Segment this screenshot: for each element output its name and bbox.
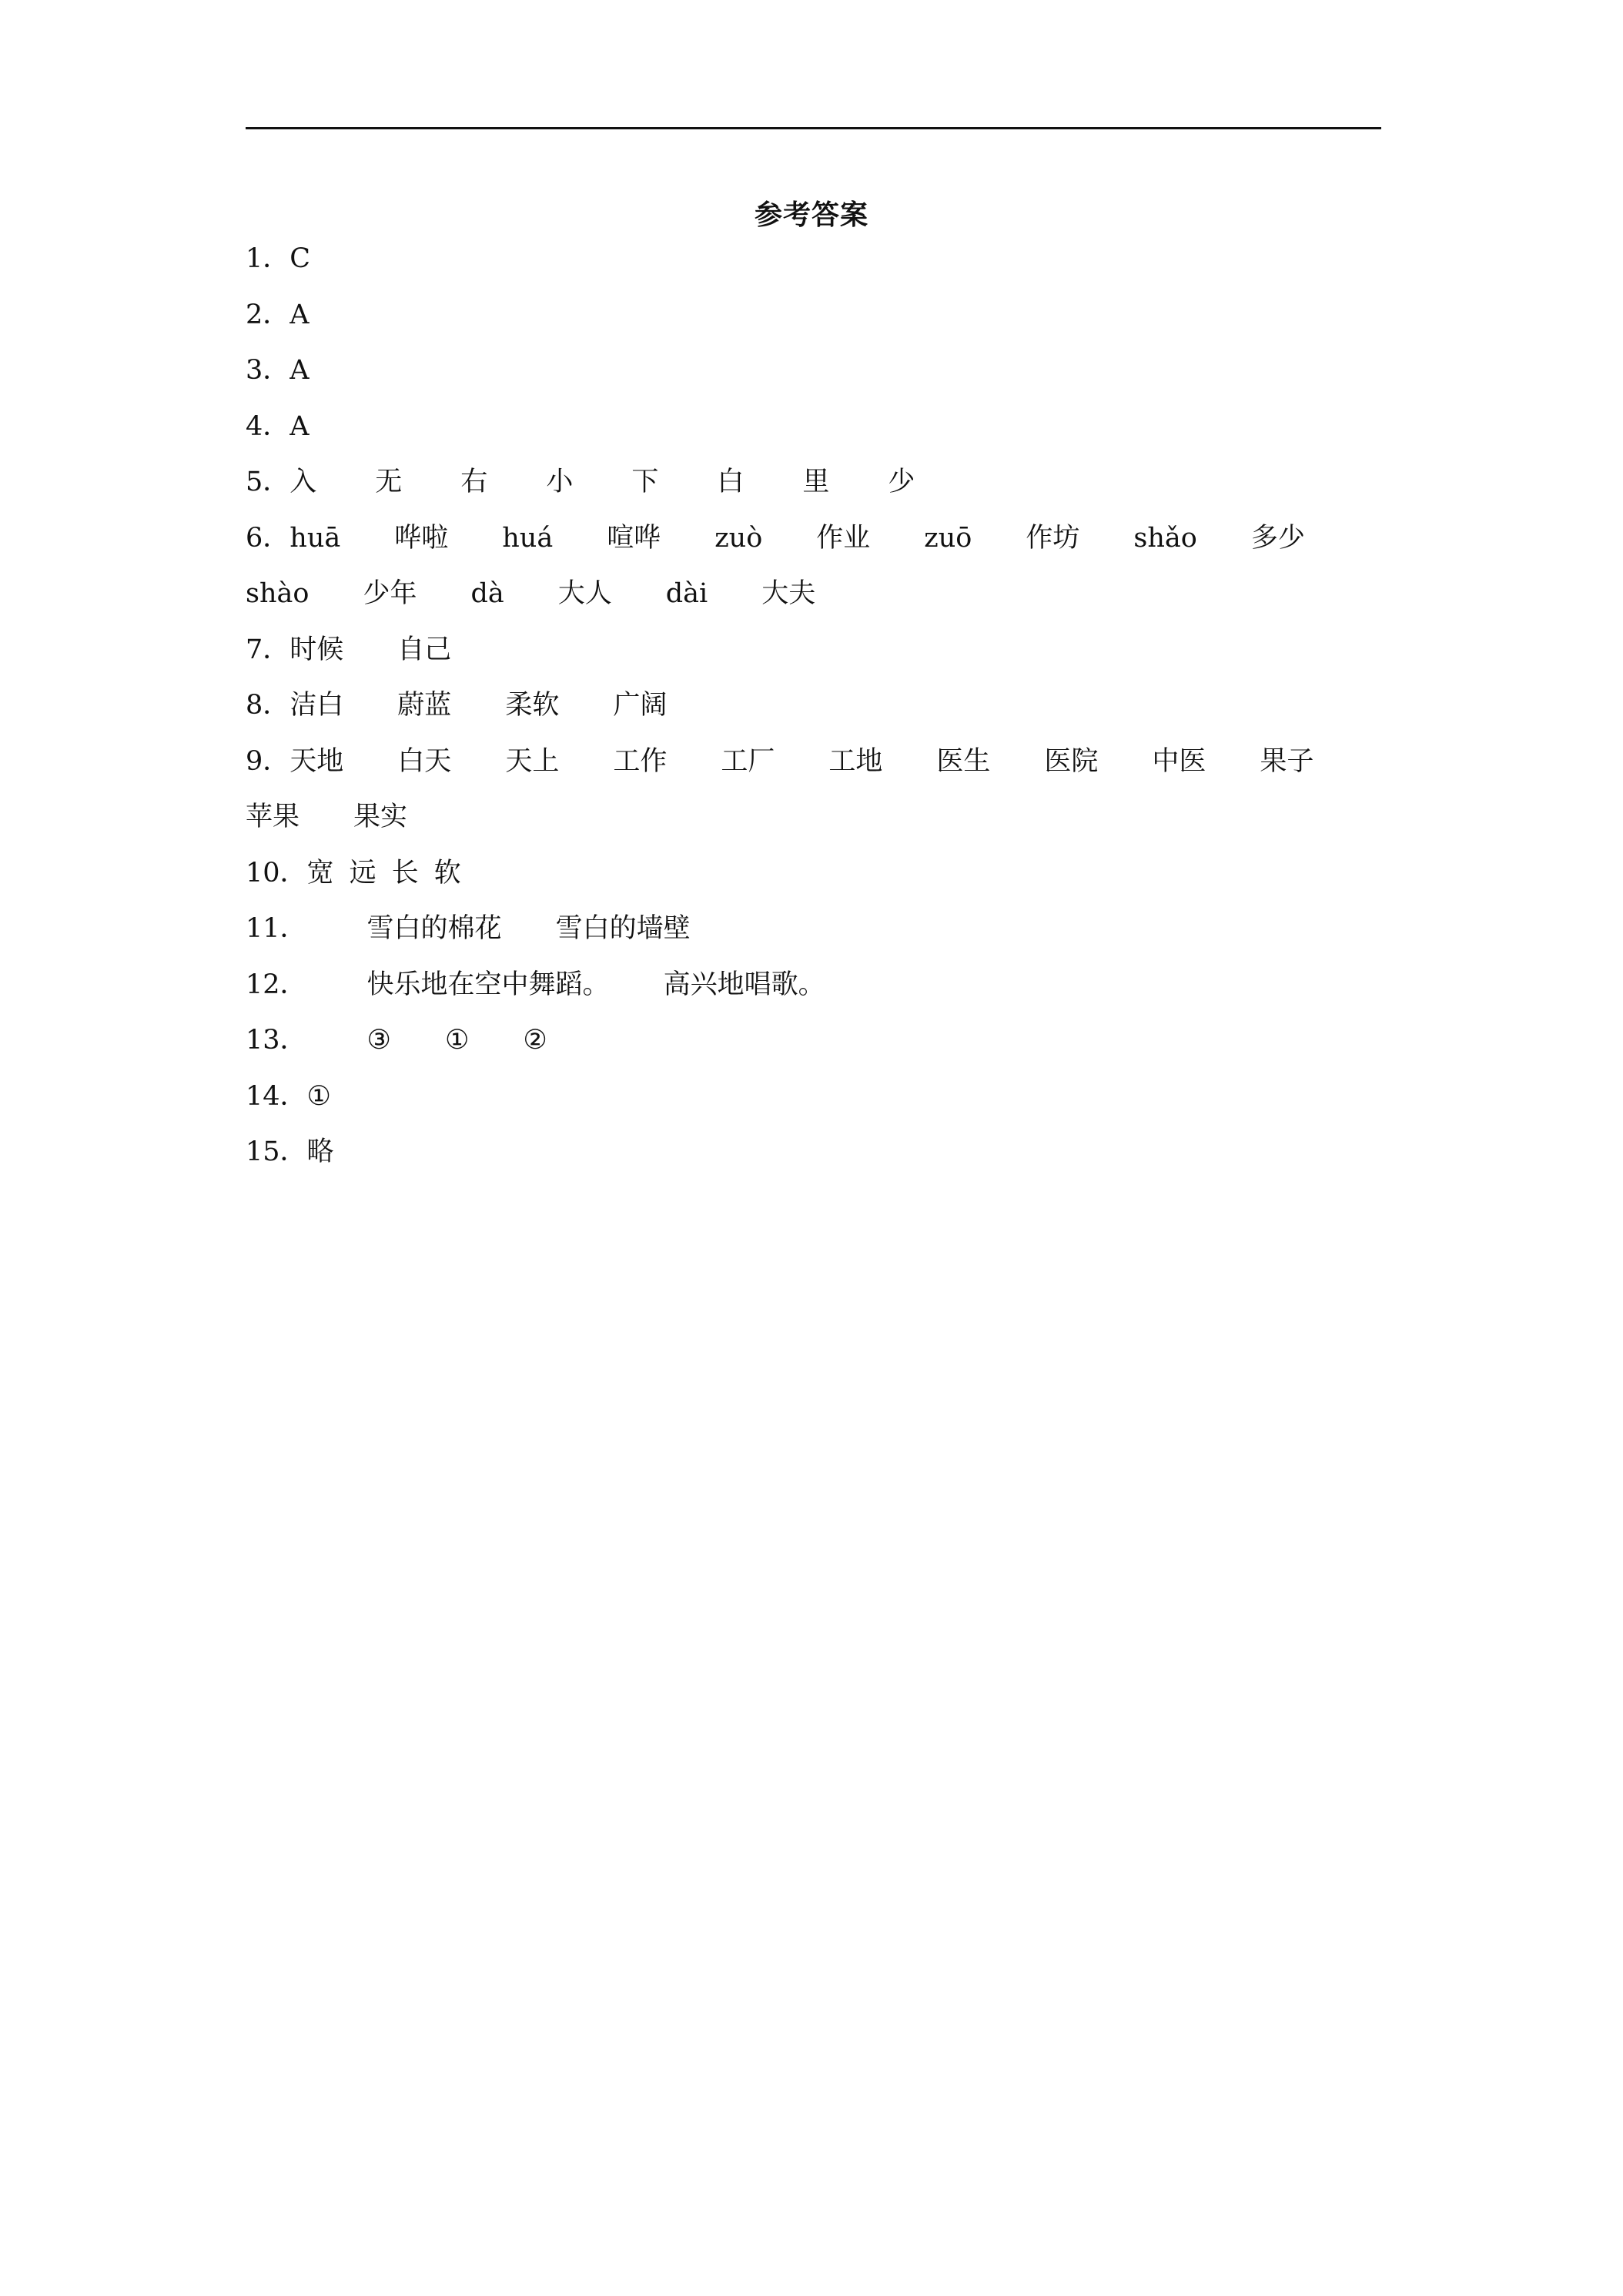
answer-value: A — [289, 299, 310, 330]
word: 大夫 — [761, 578, 816, 609]
answer-11 — [246, 901, 1385, 957]
answer-item: 软 — [433, 857, 461, 889]
word: 多少 — [1250, 522, 1305, 554]
answer-6-line-2 — [246, 566, 1385, 622]
answer-3 — [246, 343, 1385, 399]
answer-number: 10． — [246, 857, 307, 889]
answer-value: 略 — [306, 1136, 334, 1167]
answer-item: 柔软 — [505, 690, 560, 721]
answer-item: 雪白的墙壁 — [555, 913, 691, 944]
answer-number: 15． — [246, 1136, 307, 1167]
answer-list — [246, 231, 1385, 1180]
answer-6-line-1 — [246, 510, 1385, 567]
word: 果实 — [353, 802, 408, 832]
answer-number: 1． — [246, 243, 290, 274]
answer-item: 高兴地唱歌。 — [663, 969, 825, 1000]
pinyin: huā — [289, 522, 341, 554]
answer-7 — [246, 622, 1385, 678]
word: 喧哗 — [607, 522, 661, 554]
answer-item: 自己 — [397, 634, 452, 665]
word: 天地 — [289, 745, 344, 777]
answer-value: ① — [306, 1080, 331, 1112]
pinyin: dà — [470, 578, 504, 609]
word: 作坊 — [1026, 522, 1080, 554]
word: 中医 — [1152, 745, 1206, 777]
pinyin: huá — [502, 522, 554, 554]
answer-number: 7． — [246, 634, 290, 665]
page-title: 参考答案 — [754, 199, 868, 231]
pinyin: shào — [246, 578, 310, 609]
answer-number: 2． — [246, 299, 290, 330]
answer-value: A — [289, 410, 310, 442]
answer-number: 11． — [246, 913, 307, 944]
answer-number: 14． — [246, 1080, 307, 1112]
word: 白天 — [397, 745, 452, 777]
answer-9-line-1 — [246, 734, 1385, 790]
answer-number: 12． — [246, 969, 307, 1000]
answer-number: 6． — [246, 522, 290, 554]
answer-item: 宽 — [306, 857, 334, 889]
answer-item: 长 — [391, 857, 419, 889]
answer-14 — [246, 1069, 1385, 1125]
answer-number: 3． — [246, 355, 290, 386]
answer-4 — [246, 399, 1385, 455]
answer-item: 白 — [717, 467, 745, 497]
answer-item: 下 — [631, 467, 659, 497]
answer-number: 9． — [246, 745, 290, 777]
word: 工地 — [828, 745, 883, 777]
answer-15 — [246, 1124, 1385, 1180]
word: 工作 — [613, 745, 668, 777]
pinyin: dài — [665, 578, 708, 609]
answer-1 — [246, 231, 1385, 287]
answer-item: ① — [444, 1025, 470, 1056]
answer-number: 13． — [246, 1025, 307, 1056]
answer-12 — [246, 957, 1385, 1013]
answer-item: ③ — [366, 1025, 391, 1056]
answer-item: 右 — [460, 467, 488, 497]
answer-item: 里 — [802, 467, 830, 497]
answer-number: 4． — [246, 410, 290, 442]
answer-item: 入 — [289, 467, 317, 497]
answer-13 — [246, 1012, 1385, 1069]
answer-item: 远 — [349, 857, 376, 889]
answer-item: 时候 — [289, 634, 344, 665]
answer-2 — [246, 287, 1385, 343]
answer-item: 无 — [375, 467, 403, 497]
answer-8 — [246, 678, 1385, 734]
answer-item: 快乐地在空中舞蹈。 — [366, 969, 610, 1000]
word: 大人 — [557, 578, 612, 609]
word: 作业 — [816, 522, 871, 554]
answer-item: ② — [523, 1025, 547, 1056]
answer-number: 5． — [246, 467, 290, 497]
answer-item: 蔚蓝 — [397, 690, 452, 721]
word: 哗啦 — [394, 522, 449, 554]
word: 工厂 — [721, 745, 775, 777]
answer-5 — [246, 454, 1385, 510]
answer-10 — [246, 845, 1385, 902]
word: 医生 — [936, 745, 991, 777]
word: 天上 — [505, 745, 560, 777]
header-rule — [246, 127, 1381, 129]
word: 苹果 — [246, 802, 300, 832]
answer-item: 广阔 — [613, 690, 668, 721]
answer-item: 少 — [888, 467, 915, 497]
pinyin: shǎo — [1133, 522, 1197, 554]
answer-item: 小 — [546, 467, 574, 497]
answer-item: 雪白的棉花 — [366, 913, 502, 944]
pinyin: zuō — [924, 522, 972, 554]
answer-value: C — [289, 243, 311, 274]
answer-value: A — [289, 355, 310, 386]
word: 少年 — [363, 578, 417, 609]
pinyin: zuò — [714, 522, 763, 554]
answer-item: 洁白 — [289, 690, 344, 721]
word: 医院 — [1044, 745, 1099, 777]
answer-number: 8． — [246, 690, 290, 721]
answer-9-line-2 — [246, 789, 1385, 845]
word: 果子 — [1260, 745, 1314, 777]
